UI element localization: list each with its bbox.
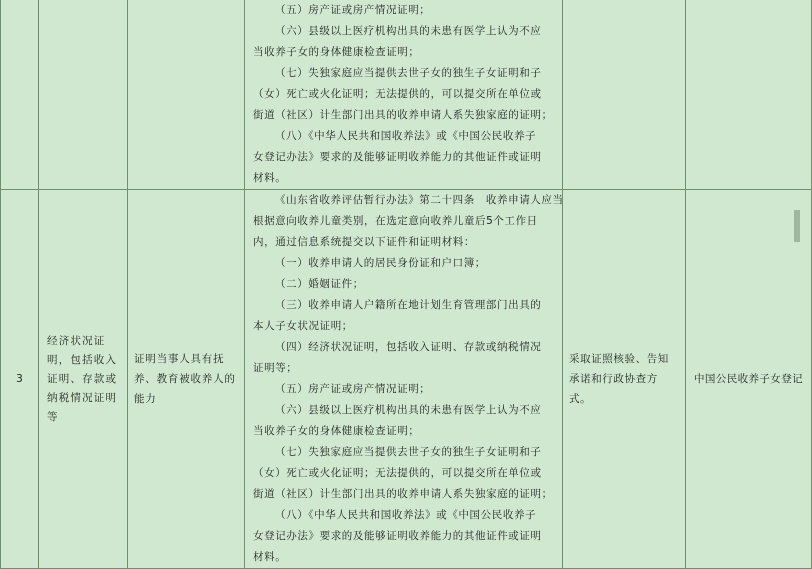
basis-line: （五）房产证或房产情况证明； xyxy=(275,383,431,395)
basis-line: （三）收养申请人户籍所在地计划生育管理部门出具的 xyxy=(275,299,542,311)
basis-line: （七）失独家庭应当提供去世子女的独生子女证明和子 xyxy=(275,446,542,458)
table-row xyxy=(1,190,812,569)
basis-line: 内，通过信息系统提交以下证件和证明材料： xyxy=(253,236,475,248)
basis-line: （二）婚姻证件； xyxy=(275,278,364,290)
item-name-cell xyxy=(39,0,128,190)
basis-line: （六）县级以上医疗机构出具的未患有医学上认为不应 xyxy=(275,404,542,416)
basis-line: 当收养子女的身体健康检查证明； xyxy=(253,46,420,58)
number-cell: 3 xyxy=(1,190,39,569)
basis-line: （女）死亡或火化证明；无法提供的，可以提交所在单位或 xyxy=(253,467,542,479)
basis-line: （一）收养申请人的居民身份证和户口簿； xyxy=(275,257,486,269)
basis-line: 根据意向收养儿童类别，在选定意向收养儿童后5个工作日 xyxy=(253,215,538,227)
basis-line: （女）死亡或火化证明；无法提供的，可以提交所在单位或 xyxy=(253,88,542,100)
item-name-cell: 经济状况证明，包括收入证明、存款或纳税情况证明等 xyxy=(39,190,128,569)
basis-cell xyxy=(245,0,563,190)
scrollbar-handle[interactable] xyxy=(794,210,800,242)
basis-line: （八）《中华人民共和国收养法》或《中国公民收养子 xyxy=(275,509,537,521)
basis-cell xyxy=(245,190,563,569)
method-cell xyxy=(563,0,686,190)
method-cell: 采取证照核验、告知承诺和行政协查方式。 xyxy=(563,190,686,569)
basis-line: （八）《中华人民共和国收养法》或《中国公民收养子 xyxy=(275,130,537,142)
basis-line: 女登记办法》要求的及能够证明收养能力的其他证件或证明 xyxy=(253,530,542,542)
basis-line: （六）县级以上医疗机构出具的未患有医学上认为不应 xyxy=(275,25,542,37)
target-cell: 中国公民收养子女登记 xyxy=(686,190,812,569)
basis-line: 街道（社区）计生部门出具的收养申请人系失独家庭的证明； xyxy=(253,109,553,121)
basis-line: 证明等； xyxy=(253,362,298,374)
target-cell xyxy=(686,0,812,190)
basis-line: 街道（社区）计生部门出具的收养申请人系失独家庭的证明； xyxy=(253,488,553,500)
basis-line: （七）失独家庭应当提供去世子女的独生子女证明和子 xyxy=(275,67,542,79)
basis-line: 当收养子女的身体健康检查证明； xyxy=(253,425,420,437)
basis-line: （五）房产证或房产情况证明； xyxy=(275,4,431,16)
number-cell xyxy=(1,0,39,190)
basis-line: （四）经济状况证明，包括收入证明、存款或纳税情况 xyxy=(275,341,542,353)
basis-line: 材料。 xyxy=(253,551,287,563)
basis-line: 《山东省收养评估暂行办法》第二十四条 收养申请人应当 xyxy=(275,194,564,206)
table-row xyxy=(1,0,812,190)
description-cell xyxy=(128,0,245,190)
basis-line: 材料。 xyxy=(253,172,287,184)
basis-line: 女登记办法》要求的及能够证明收养能力的其他证件或证明 xyxy=(253,151,542,163)
description-cell: 证明当事人具有抚养、教育被收养人的能力 xyxy=(128,190,245,569)
basis-line: 本人子女状况证明； xyxy=(253,320,353,332)
